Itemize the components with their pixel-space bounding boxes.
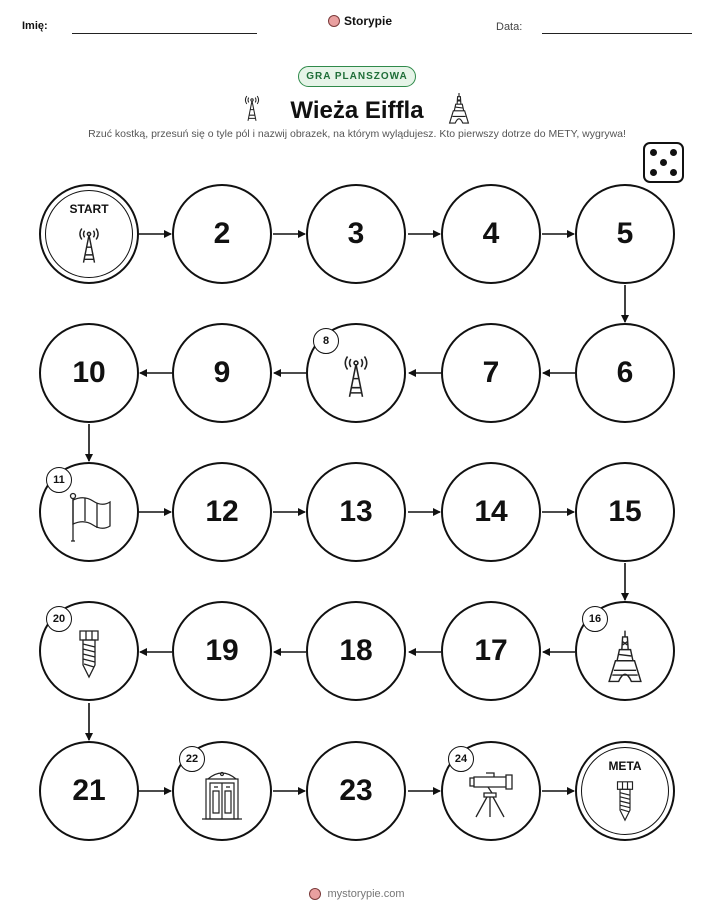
square-number-badge: 16 <box>582 606 608 632</box>
square-number: 12 <box>205 495 239 528</box>
radio-tower-icon <box>343 351 369 401</box>
square-number: 10 <box>72 356 106 389</box>
square-start <box>39 184 139 284</box>
square-number: 5 <box>616 217 634 250</box>
square-number: 19 <box>205 634 239 667</box>
square-number-badge: 24 <box>448 746 474 772</box>
square-number-badge: 11 <box>46 467 72 493</box>
square-number-badge: 8 <box>313 328 339 354</box>
square-number: 21 <box>72 774 106 807</box>
screw-icon <box>77 629 101 679</box>
square-21 <box>39 741 139 841</box>
square-number: 2 <box>213 217 231 250</box>
start-label: START <box>69 202 109 216</box>
square-7 <box>441 323 541 423</box>
square-12 <box>172 462 272 562</box>
square-number: 23 <box>339 774 373 807</box>
footer <box>0 888 714 900</box>
square-14 <box>441 462 541 562</box>
square-19 <box>172 601 272 701</box>
square-13 <box>306 462 406 562</box>
square-number: 9 <box>213 356 231 389</box>
square-4 <box>441 184 541 284</box>
square-3 <box>306 184 406 284</box>
square-meta <box>575 741 675 841</box>
square-number: 13 <box>339 495 373 528</box>
game-badge: GRA PLANSZOWA <box>298 66 416 87</box>
square-18 <box>306 601 406 701</box>
brand-name: Storypie <box>344 14 393 28</box>
square-17 <box>441 601 541 701</box>
radio-tower-icon <box>78 224 100 266</box>
elevator-icon <box>200 769 244 821</box>
footer-url[interactable]: mystorypie.com <box>327 888 405 900</box>
square-15 <box>575 462 675 562</box>
square-number: 17 <box>474 634 508 667</box>
square-5 <box>575 184 675 284</box>
telescope-icon <box>466 771 516 819</box>
title-text: Wieża Eiffla <box>290 97 424 124</box>
square-2 <box>172 184 272 284</box>
square-number: 15 <box>608 495 642 528</box>
square-number: 18 <box>339 634 373 667</box>
eiffel-tower-icon <box>606 629 644 683</box>
square-23 <box>306 741 406 841</box>
date-label: Data: <box>496 21 523 33</box>
square-6 <box>575 323 675 423</box>
square-number: 14 <box>474 495 508 528</box>
square-number: 7 <box>482 356 500 389</box>
square-number-badge: 20 <box>46 606 72 632</box>
square-number: 4 <box>482 217 500 250</box>
square-number: 6 <box>616 356 634 389</box>
finish-label: META <box>608 759 642 773</box>
name-label: Imię: <box>22 20 48 32</box>
screw-icon <box>615 779 635 823</box>
square-number-badge: 22 <box>179 746 205 772</box>
flag-icon <box>66 492 112 542</box>
square-10 <box>39 323 139 423</box>
storypie-logo-icon <box>309 888 321 900</box>
square-9 <box>172 323 272 423</box>
instructions: Rzuć kostką, przesuń się o tyle pól i nazwij obrazek, na którym wylądujesz. Kto pierwszy dotrze do METY, wygrywa! <box>88 128 626 140</box>
square-number: 3 <box>347 217 365 250</box>
